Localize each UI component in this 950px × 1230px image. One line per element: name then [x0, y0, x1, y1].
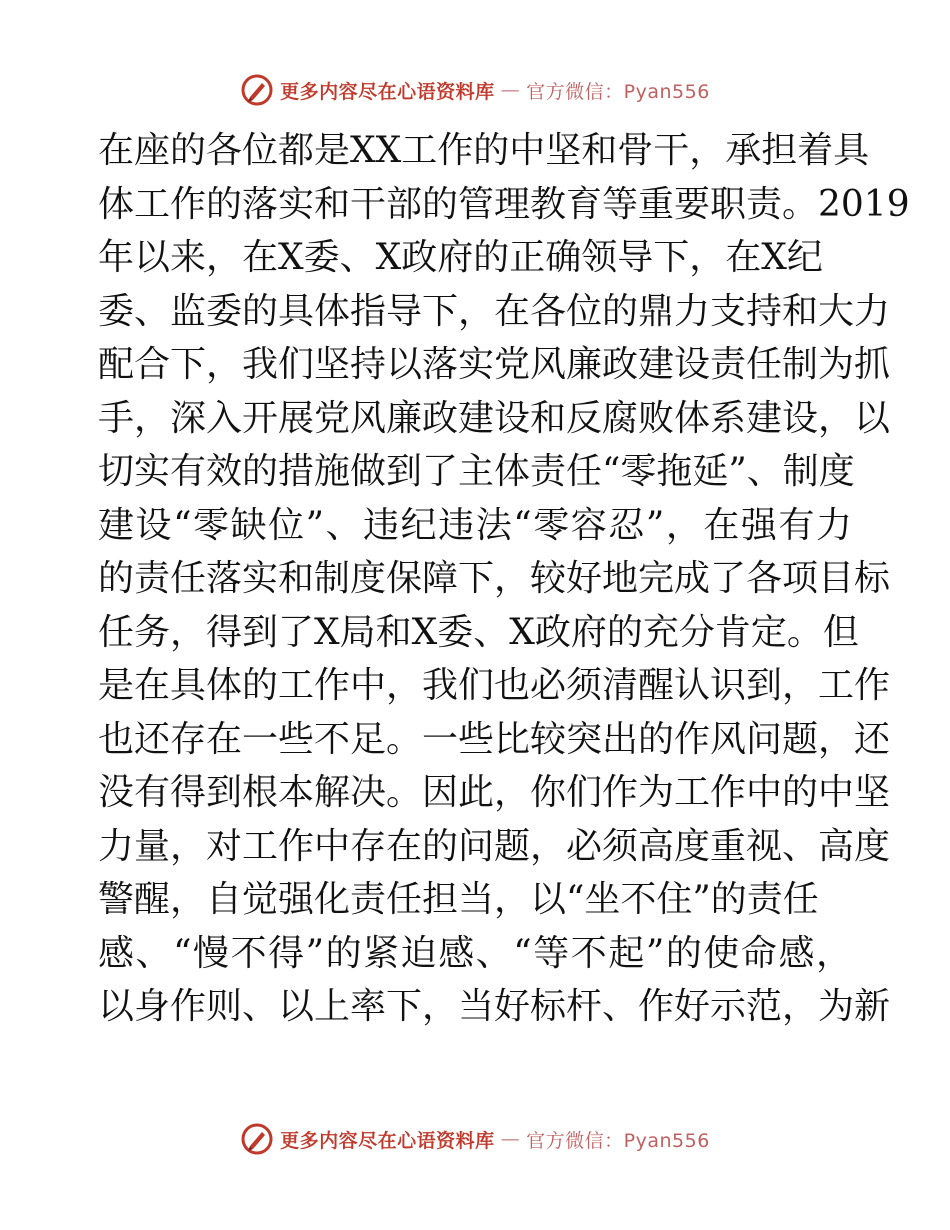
text-line: 以身作则、以上率下，当好标杆、作好示范，为新	[98, 986, 891, 1027]
watermark-brand: 更多内容尽在心语资料库	[280, 80, 495, 103]
watermark-contact: 官方微信：Pyan556	[526, 1129, 710, 1152]
text-line: 没有得到根本解决。因此，你们作为工作中的中坚	[98, 772, 891, 813]
text-line: 任务，得到了X局和X委、X政府的充分肯定。但	[98, 611, 859, 653]
pen-logo-icon	[240, 73, 274, 107]
watermark-contact: 官方微信：Pyan556	[526, 80, 710, 103]
text-line: 年以来，在X委、X政府的正确领导下，在X纪	[98, 237, 823, 278]
text-line: 体工作的落实和干部的管理教育等重要职责。2019	[98, 183, 910, 225]
text-line: 的责任落实和制度保障下，较好地完成了各项目标	[98, 558, 891, 599]
text-line: 感、“慢不得”的紧迫感、“等不起”的使命感，	[98, 932, 852, 974]
watermark-separator: —	[500, 79, 521, 101]
watermark-footer	[0, 1119, 950, 1159]
watermark-header	[0, 70, 950, 110]
text-line: 切实有效的措施做到了主体责任“零拖延”、制度	[98, 451, 855, 492]
watermark-brand: 更多内容尽在心语资料库	[280, 1129, 495, 1152]
text-line: 手，深入开展党风廉政建设和反腐败体系建设，以	[98, 397, 891, 439]
text-line: 是在具体的工作中，我们也必须清醒认识到，工作	[98, 665, 891, 706]
text-line: 委、监委的具体指导下，在各位的鼎力支持和大力	[98, 290, 891, 332]
text-line: 也还存在一些不足。一些比较突出的作风问题，还	[98, 718, 891, 760]
text-line: 在座的各位都是XX工作的中坚和骨干，承担着具	[98, 130, 870, 171]
text-line: 配合下，我们坚持以落实党风廉政建设责任制为抓	[98, 344, 891, 385]
watermark-separator: —	[500, 1128, 521, 1150]
text-line: 力量，对工作中存在的问题，必须高度重视、高度	[98, 825, 891, 867]
text-line: 建设“零缺位”、违纪违法“零容忍”，在强有力	[98, 504, 852, 546]
text-line: 警醒，自觉强化责任担当，以“坐不住”的责任	[98, 879, 819, 920]
document-body	[98, 124, 910, 1034]
pen-logo-icon	[240, 1122, 274, 1156]
